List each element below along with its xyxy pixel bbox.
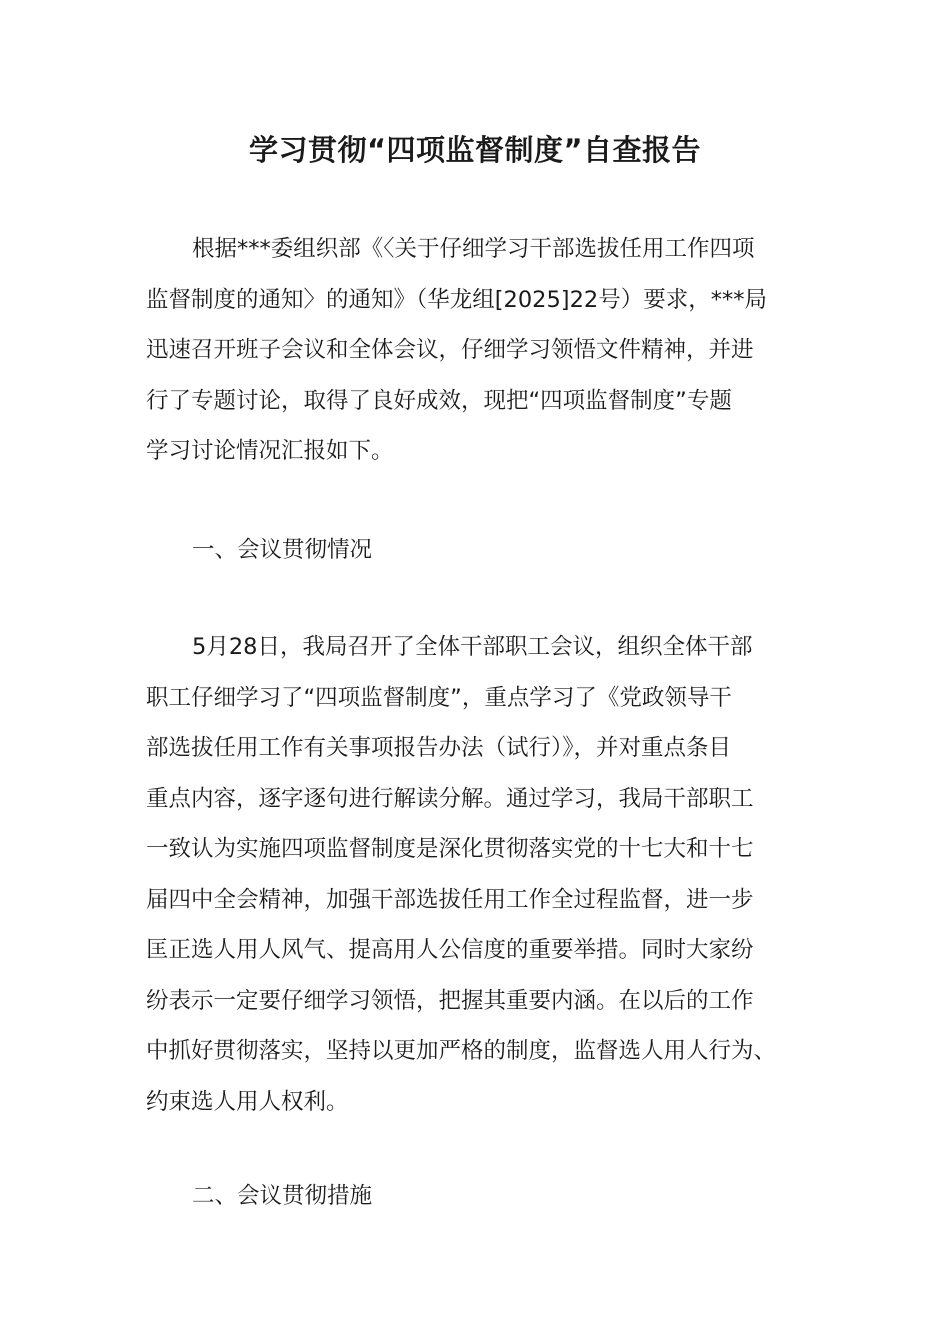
paragraph-line: 中抓好贯彻落实，坚持以更加严格的制度，监督选人用人行为、 [146, 1038, 777, 1064]
paragraph-line: 匡正选人用人风气、提高用人公信度的重要举措。同时大家纷 [146, 937, 754, 963]
paragraph-line: 迅速召开班子会议和全体会议，仔细学习领悟文件精神，并进 [146, 337, 754, 363]
section-one-paragraph [146, 622, 810, 1127]
paragraph-line: 纷表示一定要仔细学习领悟，把握其重要内涵。在以后的工作 [146, 987, 754, 1014]
section-heading-two [146, 1171, 810, 1222]
paragraph-line: 职工仔细学习了“四项监督制度”，重点学习了《党政领导干 [146, 684, 732, 711]
paragraph-line: 部选拔任用工作有关事项报告办法（试行）》，并对重点条目 [146, 735, 732, 761]
paragraph-line: 届四中全会精神，加强干部选拔任用工作全过程监督，进一步 [146, 886, 754, 913]
paragraph-line: 一致认为实施四项监督制度是深化贯彻落实党的十七大和十七 [146, 836, 754, 862]
paragraph-line: 5月28日，我局召开了全体干部职工会议，组织全体干部 [192, 634, 753, 660]
section-heading: 二、会议贯彻措施 [192, 1183, 373, 1209]
intro-paragraph [146, 224, 810, 477]
paragraph-line: 根据***委组织部《〈关于仔细学习干部选拔任用工作四项 [192, 236, 755, 262]
paragraph-line: 约束选人用人权利。 [146, 1088, 349, 1115]
section-heading-one [146, 525, 810, 576]
paragraph-line: 重点内容，逐字逐句进行解读分解。通过学习，我局干部职工 [146, 785, 754, 812]
paragraph-line: 学习讨论情况汇报如下。 [146, 438, 394, 464]
paragraph-line: 行了专题讨论，取得了良好成效，现把“四项监督制度”专题 [146, 387, 732, 414]
section-heading: 一、会议贯彻情况 [192, 537, 373, 563]
page-title: 学习贯彻“四项监督制度”自查报告 [248, 133, 702, 167]
paragraph-line: 监督制度的通知〉的通知》（华龙组[2025]22号）要求，***局 [146, 286, 767, 313]
